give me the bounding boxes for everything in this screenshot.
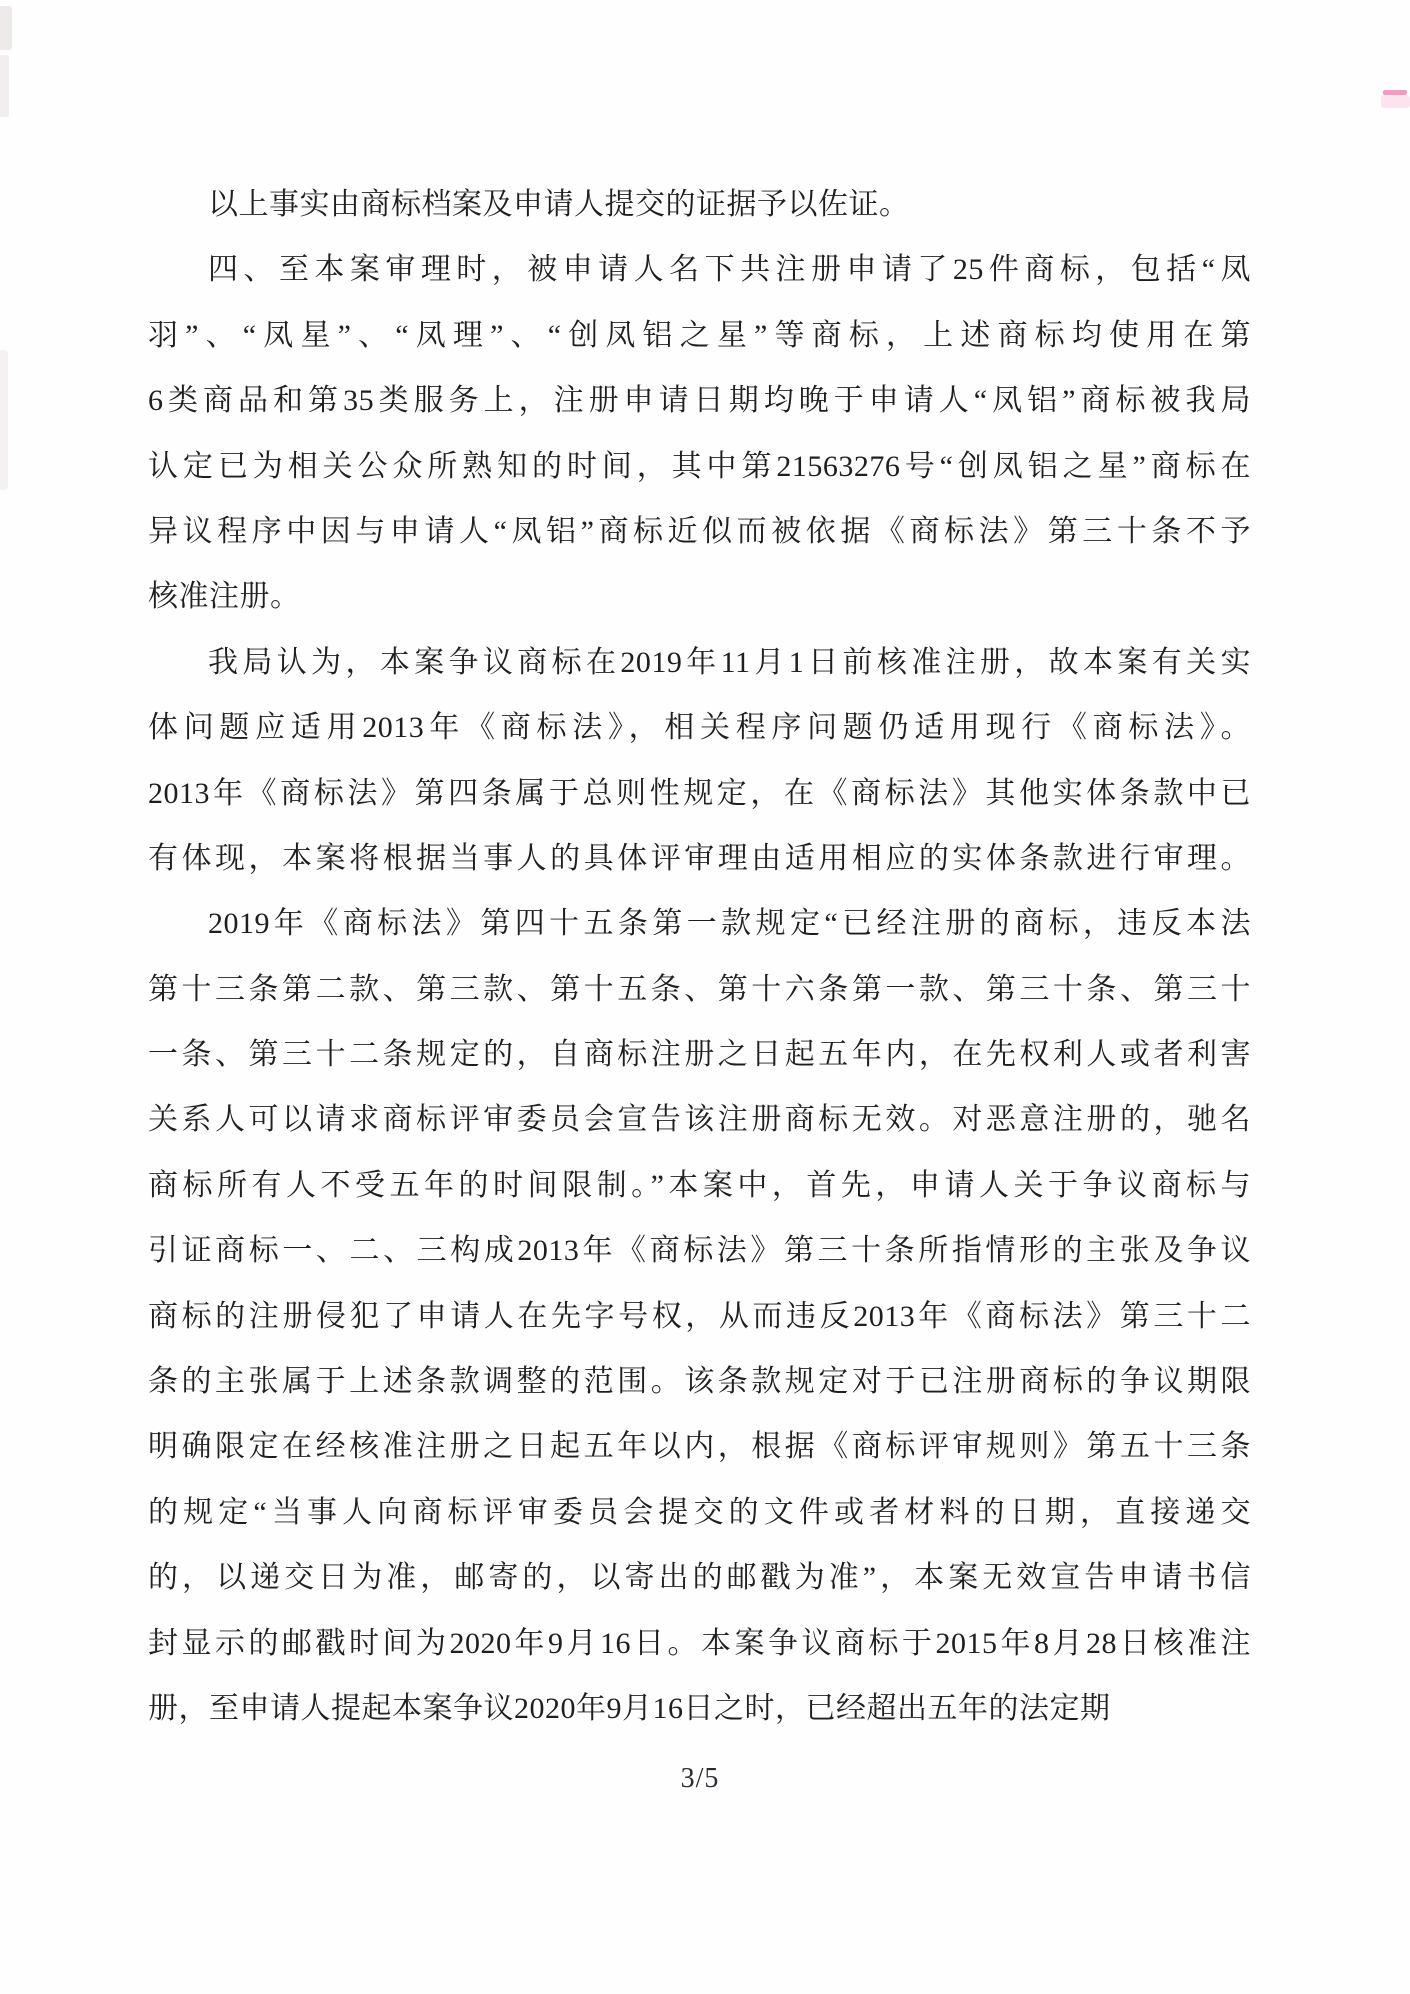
text-line: 异议程序中因与申请人“凤铝”商标近似而被依据《商标法》第三十条不予 (148, 514, 1251, 548)
text-line: 核准注册。 (148, 580, 301, 614)
scan-edge-artifact (0, 55, 9, 117)
text-line: 关系人可以请求商标评审委员会宣告该注册商标无效。对恶意注册的，驰名 (148, 1103, 1251, 1137)
text-line: 认定已为相关公众所熟知的时间，其中第21563276号“创凤铝之星”商标在 (148, 449, 1251, 483)
text-line: 商标所有人不受五年的时间限制。”本案中，首先，申请人关于争议商标与 (148, 1168, 1251, 1202)
text-line: 册，至申请人提起本案争议2020年9月16日之时，已经超出五年的法定期 (148, 1691, 1111, 1725)
text-line: 引证商标一、二、三构成2013年《商标法》第三十条所指情形的主张及争议 (148, 1234, 1251, 1268)
text-line: 明确限定在经核准注册之日起五年以内，根据《商标评审规则》第五十三条 (148, 1430, 1251, 1464)
page-number: 3/5 (680, 1763, 720, 1794)
text-line: 体问题应适用2013年《商标法》，相关程序问题仍适用现行《商标法》。 (148, 711, 1251, 745)
highlighter-smudge-artifact (1381, 95, 1410, 108)
document-body (148, 172, 1251, 1741)
text-line: 2013年《商标法》第四条属于总则性规定，在《商标法》其他实体条款中已 (148, 776, 1251, 810)
text-line: 封显示的邮戳时间为2020年9月16日。本案争议商标于2015年8月28日核准注 (148, 1626, 1251, 1660)
text-line: 商标的注册侵犯了申请人在先字号权，从而违反2013年《商标法》第三十二 (148, 1299, 1251, 1333)
text-line: 2019年《商标法》第四十五条第一款规定“已经注册的商标，违反本法 (208, 907, 1251, 941)
text-line: 我局认为，本案争议商标在2019年11月1日前核准注册，故本案有关实 (208, 645, 1251, 679)
scan-edge-artifact (0, 350, 8, 490)
text-line: 羽”、“凤星”、“凤理”、“创凤铝之星”等商标，上述商标均使用在第 (148, 318, 1251, 352)
text-line: 的规定“当事人向商标评审委员会提交的文件或者材料的日期，直接递交 (148, 1495, 1251, 1529)
text-line: 有体现，本案将根据当事人的具体评审理由适用相应的实体条款进行审理。 (148, 841, 1251, 875)
text-line: 条的主张属于上述条款调整的范围。该条款规定对于已注册商标的争议期限 (148, 1365, 1251, 1399)
text-line: 的，以递交日为准，邮寄的，以寄出的邮戳为准”，本案无效宣告申请书信 (148, 1561, 1251, 1595)
scan-edge-artifact (0, 6, 12, 50)
text-line: 第十三条第二款、第三款、第十五条、第十六条第一款、第三十条、第三十 (148, 972, 1251, 1006)
highlighter-dash-artifact (1383, 90, 1407, 95)
text-line: 6类商品和第35类服务上，注册申请日期均晚于申请人“凤铝”商标被我局 (148, 384, 1251, 418)
text-line: 以上事实由商标档案及申请人提交的证据予以佐证。 (208, 188, 910, 221)
text-line: 一条、第三十二条规定的，自商标注册之日起五年内，在先权利人或者利害 (148, 1038, 1251, 1072)
text-line: 四、至本案审理时，被申请人名下共注册申请了25件商标，包括“凤 (208, 253, 1251, 287)
